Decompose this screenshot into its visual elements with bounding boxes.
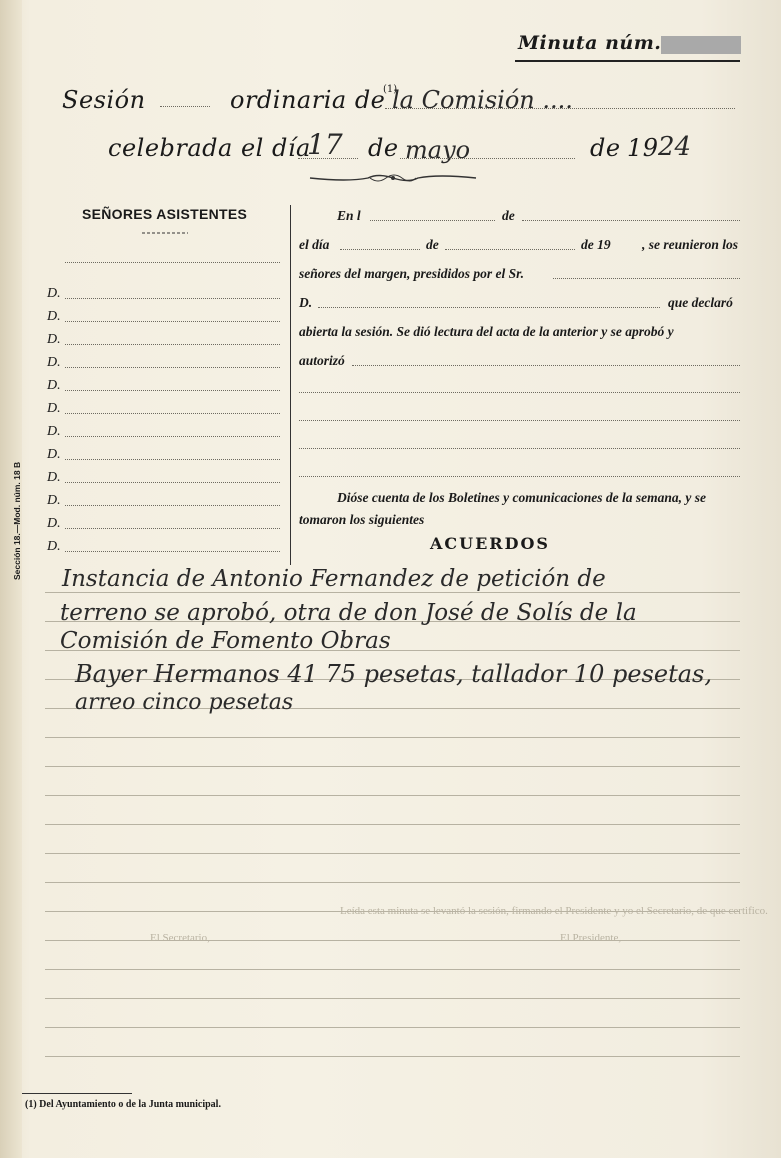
ghost-closing-text: Leída esta minuta se levantó la sesión, firmando el Presidente y yo el Secretario, de que certifico. [340, 905, 768, 917]
form-en-label: En l [337, 208, 361, 223]
asistente-d-label: D. [47, 493, 61, 508]
title-underline-ornament [140, 230, 190, 236]
sesion-label: Sesión [62, 86, 146, 114]
form-dotline-10 [299, 476, 740, 477]
form-de2-label: de [426, 237, 439, 252]
footnote-rule [22, 1093, 132, 1094]
ruled-line [45, 853, 740, 854]
acuerdos-title: ACUERDOS [430, 534, 550, 553]
asistente-d-label: D. [47, 401, 61, 416]
form-senores-label: señores del margen, presididos por el Sr. [299, 266, 525, 281]
asistente-d-label: D. [47, 309, 61, 324]
ghost-secretario: El Secretario, [150, 932, 210, 944]
footnote-mark: (1) [383, 84, 398, 95]
ruled-line [45, 824, 740, 825]
column-divider [290, 205, 291, 565]
form-dia-label: el día [299, 237, 330, 252]
ruled-line [45, 795, 740, 796]
month-handwritten: mayo [405, 136, 471, 164]
asistente-d-label: D. [47, 539, 61, 554]
ordinaria-label: ordinaria de [230, 86, 386, 114]
form-dotline-3 [553, 278, 740, 279]
acuerdo-line-2: terreno se aprobó, otra de don José de Solís de la [60, 600, 637, 626]
form-dotline-7 [299, 392, 740, 393]
flourish-ornament [308, 170, 478, 186]
form-abierta-label: abierta la sesión. Se dió lectura del acta de la anterior y se aprobó y [299, 324, 674, 339]
ruled-line [45, 998, 740, 999]
form-diose-line1: Dióse cuenta de los Boletines y comunicaciones de la semana, y se [337, 490, 706, 505]
minuta-number-redacted [661, 36, 741, 54]
ruled-line [45, 592, 740, 593]
asistente-d-label: D. [47, 447, 61, 462]
ruled-line [45, 969, 740, 970]
day-dotline [298, 158, 358, 159]
form-dotline-2a [340, 249, 420, 250]
ruled-line [45, 766, 740, 767]
form-dotline-8 [299, 420, 740, 421]
ghost-presidente: El Presidente, [560, 932, 622, 944]
form-de19-label: de 19 [581, 237, 611, 252]
month-dotline [400, 158, 575, 159]
asistente-d-label: D. [47, 470, 61, 485]
asistente-d-label: D. [47, 355, 61, 370]
senores-asistentes-title: SEÑORES ASISTENTES [82, 206, 248, 222]
asistente-d-label: D. [47, 424, 61, 439]
form-dotline-2b [445, 249, 575, 250]
sesion-dotline [160, 106, 210, 107]
minuta-label: Minuta núm. [518, 32, 662, 54]
footnote-text: (1) Del Ayuntamiento o de la Junta municipal. [25, 1099, 221, 1110]
asistente-dotline [65, 344, 280, 345]
asistente-d-label: D. [47, 286, 61, 301]
sesion-handwritten: la Comisión .... [392, 86, 573, 114]
sesion-body-dotline [385, 108, 735, 109]
asistente-d-label: D. [47, 378, 61, 393]
year-handwritten: 24 [658, 132, 692, 162]
year-prefix: 19 [627, 134, 659, 162]
asistente-dotline [65, 459, 280, 460]
form-dotline-6 [352, 365, 740, 366]
asistente-dotline [65, 551, 280, 552]
celebrada-label: celebrada el día [108, 134, 311, 162]
asistente-dotline [65, 390, 280, 391]
asistente-dotline [65, 436, 280, 437]
form-dotline-9 [299, 448, 740, 449]
asistente-dotline [65, 367, 280, 368]
ruled-line [45, 882, 740, 883]
ruled-line [45, 1027, 740, 1028]
form-dotline-1a [370, 220, 495, 221]
form-dotline-1b [522, 220, 740, 221]
asistente-dotline [65, 413, 280, 414]
asistente-dotline [65, 321, 280, 322]
day-handwritten: 17 [307, 128, 343, 161]
asistente-dotline [65, 528, 280, 529]
asistente-dotline [65, 482, 280, 483]
form-de-label: de [502, 208, 515, 223]
form-dotline-4 [318, 307, 660, 308]
form-declaro-label: que declaró [668, 295, 733, 310]
form-autorizo-label: autorizó [299, 353, 345, 368]
asistente-dotline [65, 505, 280, 506]
asistente-d-label: D. [47, 332, 61, 347]
form-diose-line2: tomaron los siguientes [299, 512, 425, 527]
asistentes-top-dotline [65, 262, 280, 263]
de-label-1: de [368, 134, 399, 162]
asistente-d-label: D. [47, 516, 61, 531]
acuerdo-line-4: Bayer Hermanos 41 75 pesetas, tallador 10 pesetas, [75, 660, 712, 688]
acuerdo-line-3: Comisión de Fomento Obras [60, 628, 391, 654]
acuerdo-line-5: arreo cinco pesetas [75, 690, 294, 715]
acuerdo-line-1: Instancia de Antonio Fernandez de petición de [62, 566, 606, 592]
asistente-dotline [65, 298, 280, 299]
minuta-number-field [515, 30, 740, 62]
ruled-line [45, 1056, 740, 1057]
form-d-label: D. [299, 295, 313, 310]
form-reunieron-label: , se reunieron los [642, 237, 739, 252]
de-label-2: de [590, 134, 621, 162]
ruled-line [45, 737, 740, 738]
side-section-note: Sección 18.—Mod. núm. 18 B [12, 461, 22, 580]
